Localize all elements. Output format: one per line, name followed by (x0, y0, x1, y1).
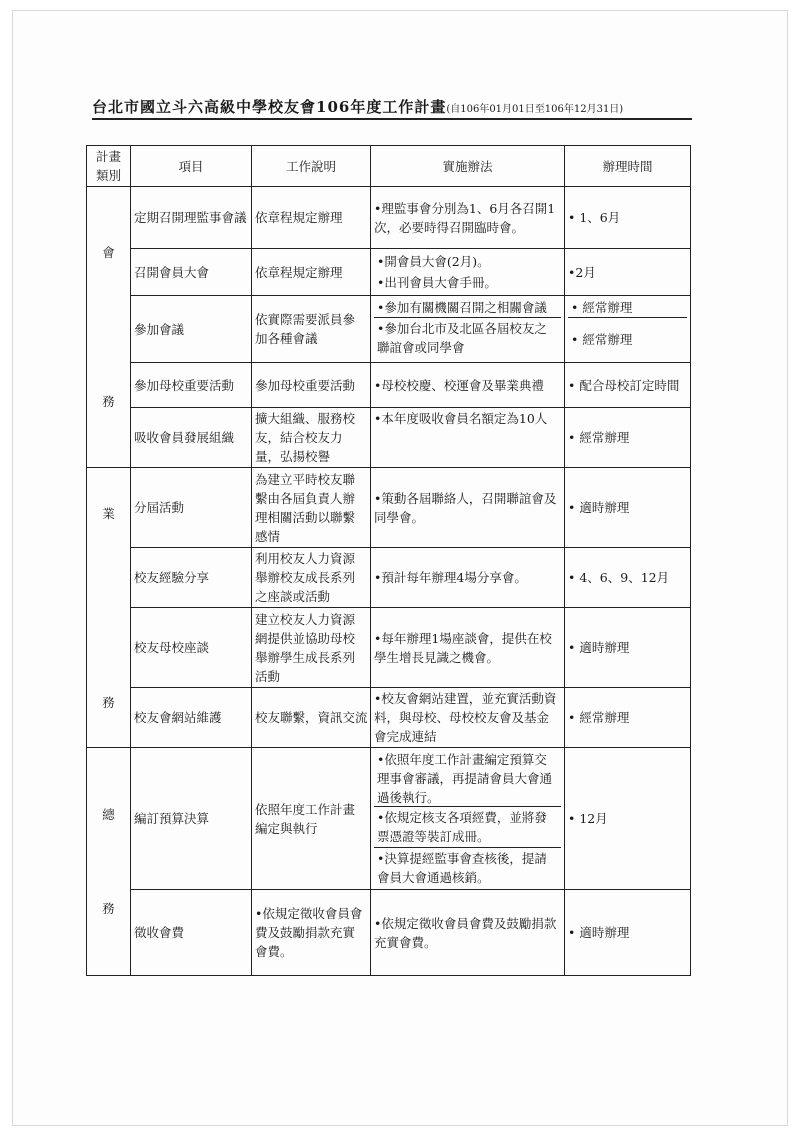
time-cell: • 1、6月 (565, 187, 691, 249)
method-line: •參加台北市及北區各屆校友之聯誼會或同學會 (374, 317, 561, 361)
category-char: 會 (102, 245, 115, 260)
table-row (87, 468, 691, 548)
time-line: • 經常辦理 (568, 317, 687, 361)
item-cell: 分屆活動 (131, 468, 252, 548)
time-cell (565, 296, 691, 363)
header-row (87, 146, 691, 187)
item-cell: 編訂預算決算 (131, 748, 252, 890)
time-cell: • 適時辦理 (565, 608, 691, 688)
method-cell: •依規定徵收會員會費及鼓勵捐款充實會費。 (371, 890, 565, 976)
description-cell: 依照年度工作計畫編定與執行 (252, 748, 371, 890)
item-cell: 吸收會員發展組織 (131, 408, 252, 468)
header-category: 計畫類別 (87, 146, 131, 187)
table-row (87, 890, 691, 976)
description-cell: 建立校友人力資源網提供並協助母校舉辦學生成長系列活動 (252, 608, 371, 688)
document-title (92, 96, 692, 120)
description-cell (252, 548, 371, 608)
description-cell: 校友聯繫，資訊交流 (252, 688, 371, 748)
category-char: 務 (102, 901, 115, 916)
time-cell: • 4、6、9、12月 (565, 548, 691, 608)
item-cell: 定期召開理監事會議 (131, 187, 252, 249)
method-line: •開會員大會(2月)。 (377, 254, 490, 269)
description-cell: 參加母校重要活動 (252, 363, 371, 408)
category-char: 總 (102, 807, 115, 822)
method-cell: •理監事會分別為1、6月各召開1次，必要時得召開臨時會。 (371, 187, 565, 249)
description-text: 利用校友人力資源舉辦校友成長系列之座談或活動 (255, 551, 356, 604)
item-cell: 校友母校座談 (131, 608, 252, 688)
method-cell: •母校校慶、校運會及畢業典禮 (371, 363, 565, 408)
item-cell: 參加會議 (131, 296, 252, 363)
method-line: •出刊會員大會手冊。 (377, 275, 497, 290)
time-cell: • 適時辦理 (565, 890, 691, 976)
category-ye-wu (87, 468, 131, 748)
method-cell (371, 296, 565, 363)
time-cell: • 經常辦理 (565, 408, 691, 468)
method-cell: •策動各屆聯絡人，召開聯誼會及同學會。 (371, 468, 565, 548)
category-zong-wu (87, 748, 131, 976)
category-char: 務 (102, 394, 115, 409)
category-hui-wu (87, 187, 131, 468)
header-item: 項目 (131, 146, 252, 187)
table-row (87, 608, 691, 688)
description-cell: 依實際需要派員參加各種會議 (252, 296, 371, 363)
header-description: 工作說明 (252, 146, 371, 187)
table-row (87, 296, 691, 363)
time-cell: • 12月 (565, 748, 691, 890)
table-row (87, 408, 691, 468)
time-cell: • 適時辦理 (565, 468, 691, 548)
item-cell: 校友經驗分享 (131, 548, 252, 608)
method-cell (371, 748, 565, 890)
description-cell: 擴大組織、服務校友，結合校友力量，弘揚校譽 (252, 408, 371, 468)
table-row (87, 548, 691, 608)
method-cell: •本年度吸收會員名額定為10人 (371, 408, 565, 468)
method-line: •依照年度工作計畫編定預算交理事會審議，再提請會員大會通過後執行。 (377, 752, 553, 805)
method-line: •參加有關機關召開之相關會議 (377, 300, 547, 315)
title-date-range: (自106年01月01日至106年12月31日) (446, 104, 624, 115)
description-cell: 依章程規定辦理 (252, 249, 371, 296)
time-cell: • 配合母校訂定時間 (565, 363, 691, 408)
time-cell: • 經常辦理 (565, 688, 691, 748)
item-cell: 召開會員大會 (131, 249, 252, 296)
description-cell: 依章程規定辦理 (252, 187, 371, 249)
table-row (87, 748, 691, 890)
header-method: 實施辦法 (371, 146, 565, 187)
method-cell: •預計每年辦理4場分享會。 (371, 548, 565, 608)
description-cell: •依規定徵收會員會費及鼓勵捐款充實會費。 (252, 890, 371, 976)
method-cell (371, 249, 565, 296)
method-cell: •每年辦理1場座談會，提供在校學生增長見識之機會。 (371, 608, 565, 688)
category-char: 業 (102, 505, 115, 521)
table-row (87, 187, 691, 249)
table-row (87, 249, 691, 296)
description-cell: 為建立平時校友聯繫由各屆負責人辦理相關活動以聯繫感情 (252, 468, 371, 548)
item-cell: 徵收會費 (131, 890, 252, 976)
item-cell: 校友會網站維護 (131, 688, 252, 748)
method-line: •決算提經監事會查核後，提請會員大會通過核銷。 (374, 847, 561, 888)
time-line: • 經常辦理 (571, 300, 633, 315)
item-cell: 參加母校重要活動 (131, 363, 252, 408)
work-plan-table (86, 145, 691, 976)
header-time: 辦理時間 (565, 146, 691, 187)
table-row (87, 363, 691, 408)
method-line: •依規定核支各項經費，並將發票憑證等裝訂成冊。 (374, 806, 561, 847)
category-char: 務 (102, 694, 115, 710)
time-cell: •2月 (565, 249, 691, 296)
table-row (87, 688, 691, 748)
method-cell: •校友會網站建置，並充實活動資料，與母校、母校校友會及基金會完成連結 (371, 688, 565, 748)
title-main: 台北市國立斗六高級中學校友會106年度工作計畫 (92, 98, 447, 116)
